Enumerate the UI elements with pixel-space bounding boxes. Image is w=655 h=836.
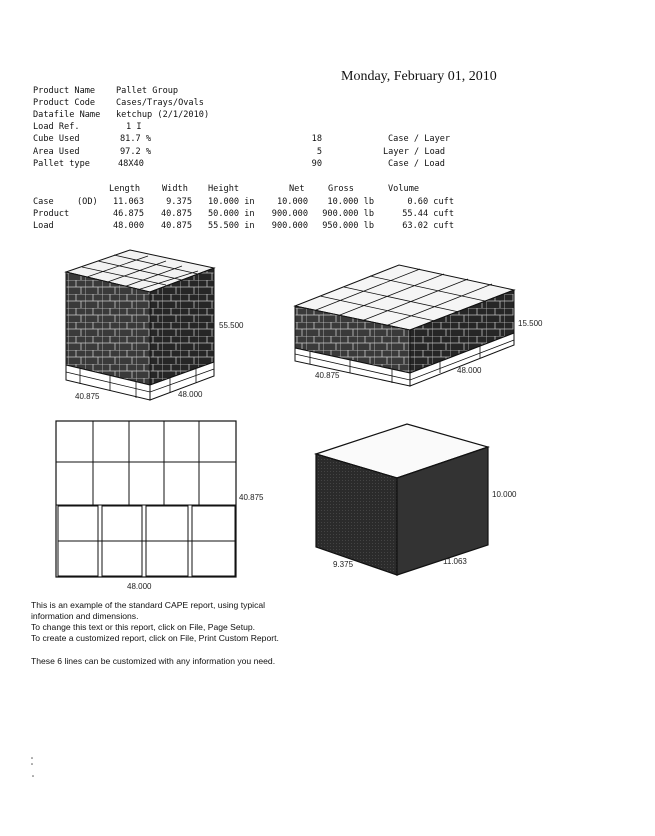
row-name: Load [33,221,54,231]
note-line: These 6 lines can be customized with any information you need. [31,656,276,666]
report-date: Monday, February 01, 2010 [341,69,497,84]
cell-width: 9.375 [166,197,192,207]
dim-label: 48.000 [127,582,152,591]
cell-volume: 63.02 cuft [402,221,454,231]
load-3d-figure [66,250,244,401]
info-value: 97.2 % [120,147,152,157]
column-header: Gross [328,184,354,194]
cell-length: 48.000 [112,221,144,231]
info-value: Cases/Trays/Ovals [116,98,204,108]
cell-height: 10.000 in [208,197,255,207]
info-value: Pallet Group [116,86,179,96]
dim-label: 15.500 [518,319,543,328]
note-line: To change this text or this report, click on File, Page Setup. [31,622,256,632]
cell-net: 900.000 [271,209,308,219]
note-line: This is an example of the standard CAPE report, using typical [31,600,266,610]
info-label: Pallet type [33,159,90,169]
info-value: 81.7 % [120,134,152,144]
cell-net: 900.000 [271,221,308,231]
cell-gross: 900.000 lb [322,209,374,219]
dim-label: 40.875 [315,371,340,380]
info-count: 90 [311,159,322,169]
dim-label: 11.063 [443,557,467,566]
row-tag: (OD) [77,197,98,207]
info-unit: Case / Layer [388,134,451,144]
column-header: Net [289,184,305,194]
cell-net: 10.000 [276,197,308,207]
layer-plan-view [56,421,264,591]
note-line: information and dimensions. [31,611,139,621]
info-unit: Layer / Load [383,147,446,157]
info-count: 5 [316,147,322,157]
info-value: 48X40 [118,159,144,169]
cell-gross: 950.000 lb [322,221,374,231]
dim-label: 10.000 [492,490,517,499]
info-value: 1 I [126,122,142,132]
info-value: ketchup (2/1/2010) [116,110,210,120]
dim-label: 48.000 [178,390,203,399]
cell-width: 40.875 [160,209,192,219]
info-label: Product Code [33,98,96,108]
row-name: Product [33,209,70,219]
dim-label: 48.000 [457,366,482,375]
note-line: To create a customized report, click on File, Print Custom Report. [31,633,279,643]
case-3d-figure [316,424,517,575]
cell-length: 11.063 [112,197,144,207]
info-label: Datafile Name [33,110,101,120]
dim-label: 55.500 [219,321,244,330]
info-unit: Case / Load [388,159,445,169]
layer-3d-figure [295,265,543,386]
column-header: Width [162,184,188,194]
column-header: Length [109,184,141,194]
cell-length: 46.875 [112,209,144,219]
cell-width: 40.875 [160,221,192,231]
cell-height: 55.500 in [208,221,255,231]
cell-volume: 0.60 cuft [407,197,454,207]
info-label: Product Name [33,86,96,96]
info-label: Load Ref. [33,122,80,132]
dim-label: 40.875 [75,392,100,401]
cell-gross: 10.000 lb [327,197,374,207]
cell-volume: 55.44 cuft [402,209,454,219]
dim-label: 9.375 [333,560,354,569]
column-header: Volume [388,184,420,194]
info-label: Area Used [33,147,80,157]
column-header: Height [208,184,240,194]
row-name: Case [33,197,54,207]
dim-label: 40.875 [239,493,264,502]
info-label: Cube Used [33,134,80,144]
info-count: 18 [311,134,322,144]
cell-height: 50.000 in [208,209,255,219]
